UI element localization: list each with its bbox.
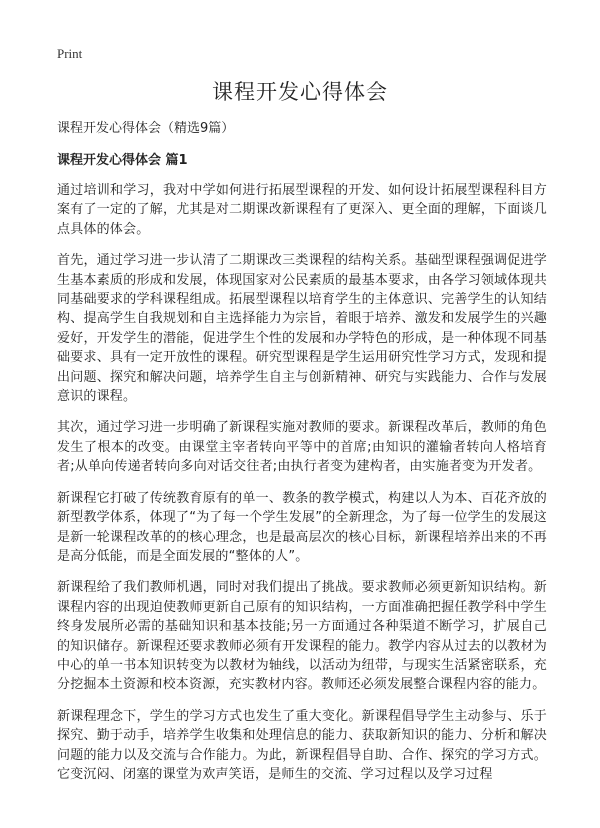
page-title: 课程开发心得体会	[212, 80, 388, 104]
paragraph-5: 新课程给了我们教师机遇，同时对我们提出了挑战。要求教师必须更新知识结构。新课程内容的出现迫使教师更新自己原有的知识结构，一方面准确把握任教学科中学生终身发展所必需的基础知识和基本技能;另一方面通过各种渠道不断学习，扩展自己的知识储存。新课程还要求教师必须有开发课程的能力。教学内容从过去的以教材为中心的单一书本知识转变为以教材为轴线，以活动为纽带，与现实生活紧密联系，充分挖掘本土资源和校本资源，充实教材内容。教师还必须发展整合课程内容的能力。	[57, 580, 547, 693]
document-subtitle: 课程开发心得体会（精选9篇）	[57, 121, 235, 136]
paragraph-2: 首先，通过学习进一步认清了二期课改三类课程的结构关系。基础型课程强调促进学生基本素质的形成和发展，体现国家对公民素质的最基本要求，由各学习领域体现共同基础要求的学科课程组成。拓展型课程以培育学生的主体意识、完善学生的认知结构、提高学生自我规划和自主选择能力为宗旨，着眼于培养、激发和发展学生的兴趣爱好，开发学生的潜能，促进学生个性的发展和办学特色的形成，是一种体现不同基础要求、具有一定开放性的课程。研究型课程是学生运用研究性学习方式，发现和提出问题、探究和解决问题，培养学生自主与创新精神、研究与实践能力、合作与发展意识的课程。	[57, 253, 547, 405]
paragraph-1: 通过培训和学习，我对中学如何进行拓展型课程的开发、如何设计拓展型课程科目方案有了一定的了解，尤其是对二期课改新课程有了更深入、更全面的理解，下面谈几点具体的体会。	[57, 183, 547, 237]
paragraph-6: 新课程理念下，学生的学习方式也发生了重大变化。新课程倡导学生主动参与、乐于探究、勤于动手，培养学生收集和处理信息的能力、获取新知识的能力、分析和解决问题的能力以及交流与合作能力。为此，新课程倡导自助、合作、探究的学习方式。它变沉闷、闭塞的课堂为欢声笑语，是师生的交流、学习过程以及学习过程	[57, 708, 547, 782]
print-link[interactable]: Print	[57, 46, 83, 61]
section-heading: 课程开发心得体会 篇1	[57, 153, 188, 168]
paragraph-4: 新课程它打破了传统教育原有的单一、教条的教学模式，构建以人为本、百花齐放的新型教学体系，体现了“为了每一个学生发展”的全新理念，为了每一位学生的发展这是新一轮课程改革的的核心理念，也是最高层次的核心目标，新课程培养出来的不再是高分低能，而是全面发展的“整体的人”。	[57, 490, 547, 564]
article-body	[57, 181, 547, 796]
paragraph-3: 其次，通过学习进一步明确了新课程实施对教师的要求。新课程改革后，教师的角色发生了根本的改变。由课堂主宰者转向平等中的首席;由知识的灌输者转向人格培育者;从单向传递者转向多向对话交往者;由执行者变为建构者，由实施者变为开发者。	[57, 420, 547, 475]
